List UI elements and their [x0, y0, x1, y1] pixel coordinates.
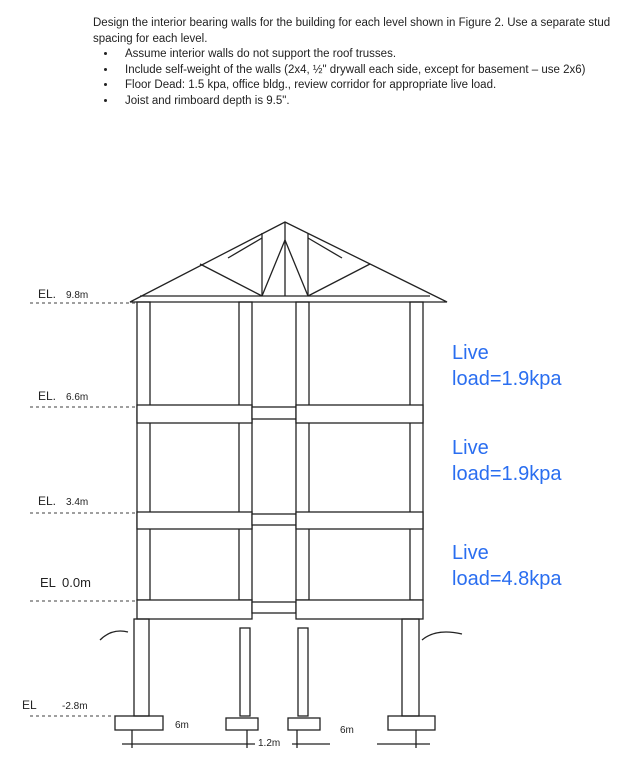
- live-load-value: load=1.9kpa: [452, 463, 562, 485]
- elevation-tag: EL: [22, 698, 37, 712]
- elevation-tag: EL.: [38, 287, 57, 301]
- live-load-value: load=1.9kpa: [452, 368, 562, 390]
- dimension-right-span: 6m: [340, 725, 354, 736]
- roof-truss: [130, 222, 447, 302]
- requirement-item: • Floor Dead: 1.5 kpa, office bldg., review corridor for appropriate live load.: [117, 78, 613, 94]
- dimension-corridor: 1.2m: [258, 738, 281, 749]
- floor-slabs: [137, 405, 423, 619]
- live-load-level-2: [452, 435, 562, 487]
- basement-foundation: [100, 619, 462, 730]
- live-load-level-3: [452, 340, 562, 392]
- elevation-tag: EL.: [38, 494, 57, 508]
- requirement-item: • Include self-weight of the walls (2x4, ½" drywall each side, except for basement – use 2x6): [117, 63, 613, 79]
- live-load-level-1: [452, 540, 562, 592]
- live-load-label: Live: [452, 342, 489, 364]
- elevation-value: 3.4m: [66, 497, 89, 508]
- live-load-value: load=4.8kpa: [452, 568, 562, 590]
- walls: [137, 302, 423, 600]
- dimension-left-span: 6m: [175, 720, 189, 731]
- requirement-item: • Joist and rimboard depth is 9.5".: [117, 94, 613, 110]
- elevation-tag: EL.: [38, 389, 57, 403]
- elevation-value: -2.8m: [62, 701, 88, 712]
- live-load-label: Live: [452, 542, 489, 564]
- elevation-tag: EL: [40, 575, 56, 590]
- elevation-value: 6.6m: [66, 392, 89, 403]
- requirement-item: • Assume interior walls do not support the roof trusses.: [117, 47, 613, 63]
- intro-text: Design the interior bearing walls for the building for each level shown in Figure 2. Use a separate stud spacing for each level.: [93, 17, 611, 45]
- live-load-label: Live: [452, 437, 489, 459]
- elevation-value: 9.8m: [66, 290, 89, 301]
- elevation-lines: [30, 303, 135, 716]
- elevation-value: 0.0m: [62, 575, 91, 590]
